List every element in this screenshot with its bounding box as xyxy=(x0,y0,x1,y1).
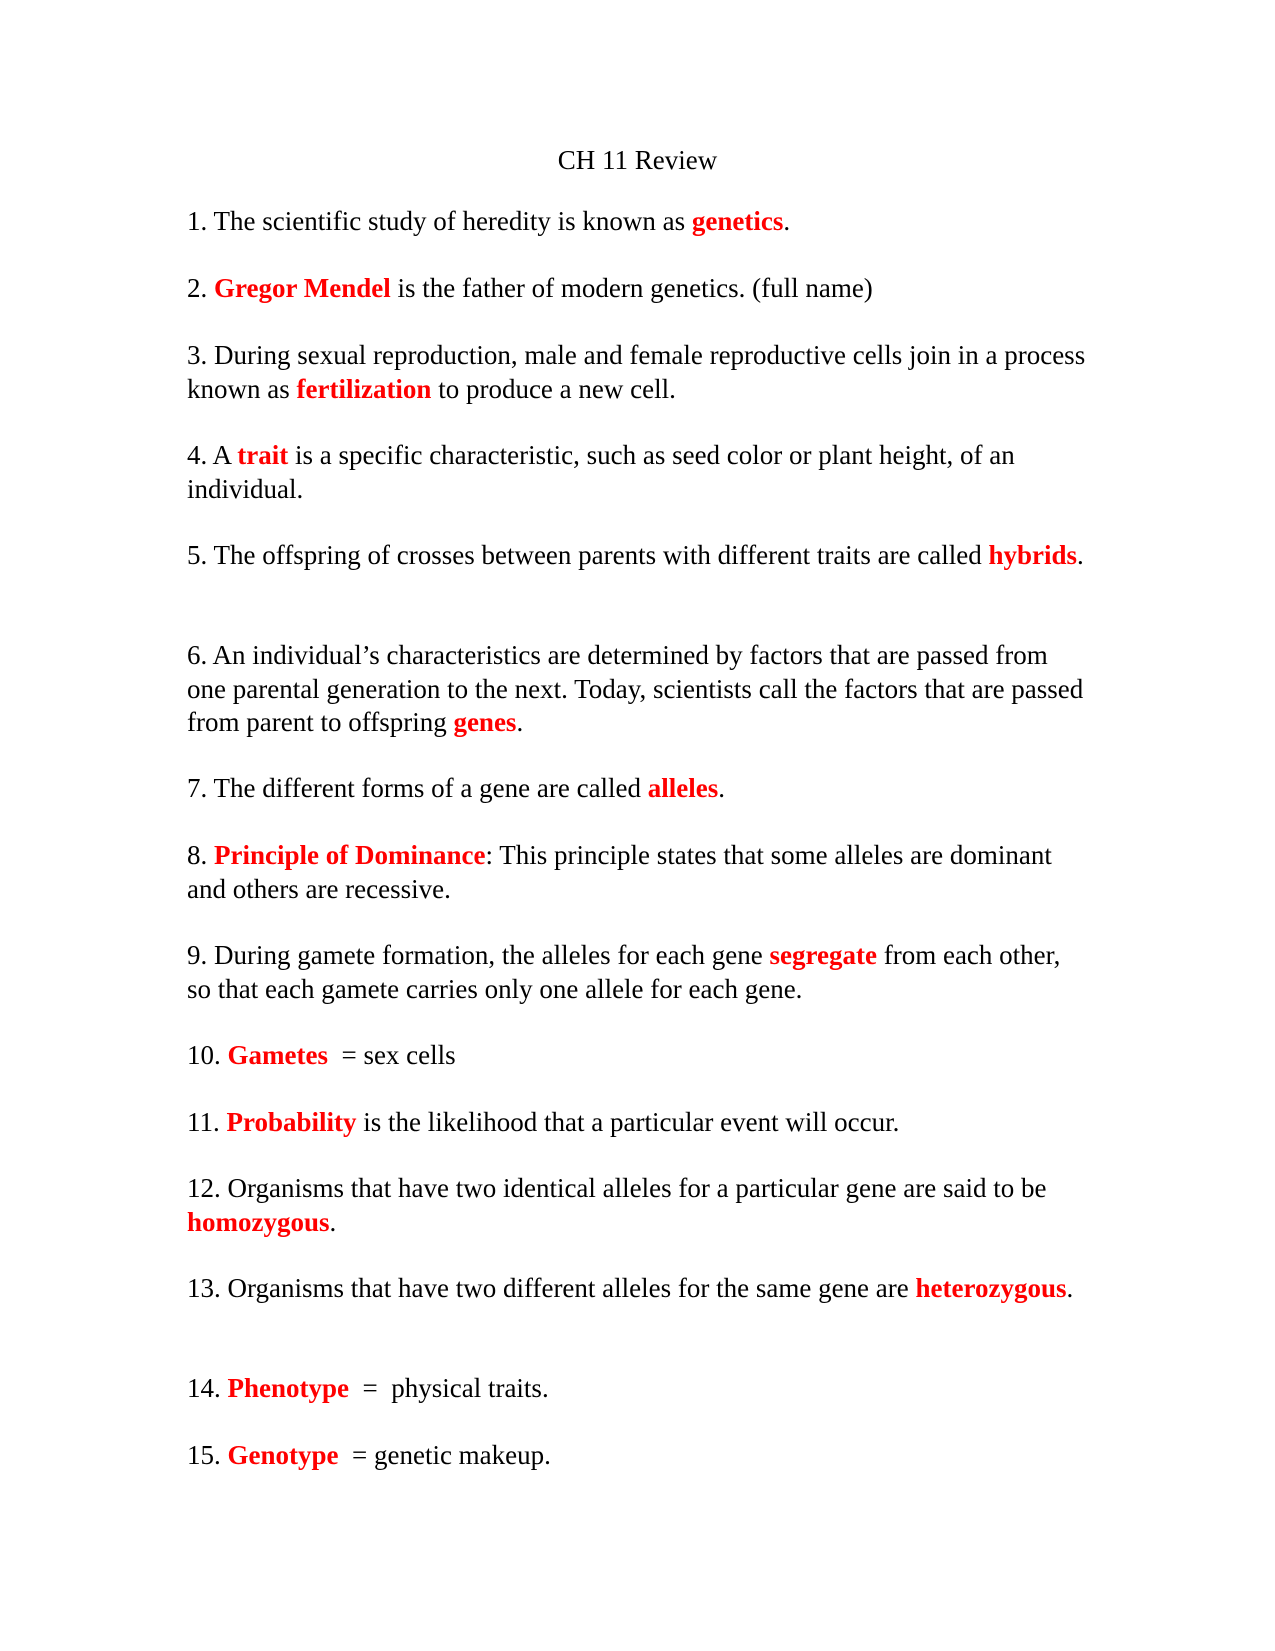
answer-text: Principle of Dominance xyxy=(214,840,486,870)
question-11 xyxy=(187,1106,1087,1140)
question-text-end: . xyxy=(516,707,524,737)
answer-text: Phenotype xyxy=(227,1373,349,1403)
question-6 xyxy=(187,639,1087,740)
question-text-end: = sex cells xyxy=(327,1040,456,1070)
answer-text: genetics xyxy=(691,206,784,236)
question-1 xyxy=(187,205,1087,239)
answer-text: genes xyxy=(453,707,517,737)
answer-text: Gregor Mendel xyxy=(214,273,391,303)
question-5 xyxy=(187,539,1087,573)
question-text-end: is the father of modern genetics. (full name) xyxy=(390,273,873,303)
answer-text: homozygous xyxy=(187,1206,330,1237)
question-text: 6. An individual’s characteristics are determined by factors that are passed from one parental generation to the next. Today, scientists call the factors that are passed from parent to offspring xyxy=(187,640,1084,737)
question-text: 12. Organisms that have two identical alleles for a particular gene are said to be xyxy=(187,1173,1047,1203)
question-text: 1. The scientific study of heredity is known as xyxy=(187,206,692,236)
question-9 xyxy=(187,939,1087,1006)
question-13 xyxy=(187,1272,1087,1306)
question-text-end: . xyxy=(1066,1273,1074,1303)
question-3 xyxy=(187,339,1087,406)
question-text-end: : This principle states that some alleles are dominant and others are recessive. xyxy=(187,840,1052,904)
question-text: 13. Organisms that have two different alleles for the same gene are xyxy=(187,1273,916,1303)
question-14 xyxy=(187,1372,1087,1406)
question-text: 4. A xyxy=(187,440,238,470)
question-8 xyxy=(187,839,1087,906)
answer-text: alleles xyxy=(647,773,719,803)
question-text: 3. During sexual reproduction, male and female reproductive cells join in a process known as xyxy=(187,340,1086,404)
answer-text: hybrids xyxy=(988,540,1078,570)
answer-text: segregate xyxy=(769,940,877,970)
question-15 xyxy=(187,1439,1087,1473)
question-text-end: . xyxy=(718,773,726,803)
answer-text: Genotype xyxy=(227,1440,339,1470)
question-text: 7. The different forms of a gene are called xyxy=(187,773,648,803)
page-title: CH 11 Review xyxy=(557,145,718,175)
question-12 xyxy=(187,1172,1087,1239)
question-2 xyxy=(187,272,1087,306)
answer-text: Probability xyxy=(226,1107,357,1137)
question-4 xyxy=(187,439,1087,506)
question-text: 10. xyxy=(187,1040,228,1070)
question-text: 14. xyxy=(187,1373,228,1403)
question-text-end: is the likelihood that a particular event will occur. xyxy=(356,1107,900,1137)
question-text: 9. During gamete formation, the alleles for each gene xyxy=(187,940,770,970)
question-text: 11. xyxy=(187,1107,227,1137)
answer-text: trait xyxy=(237,440,289,470)
question-text-end: from each other, so that each gamete carries only one allele for each gene. xyxy=(187,940,1061,1004)
answer-text: heterozygous xyxy=(915,1273,1067,1303)
question-text-end: . xyxy=(783,206,791,236)
question-text: 5. The offspring of crosses between parents with different traits are called xyxy=(187,540,989,570)
question-text-end: is a specific characteristic, such as seed color or plant height, of an individual. xyxy=(187,440,1015,504)
question-text: 2. xyxy=(187,273,214,303)
question-text-end: . xyxy=(329,1206,337,1237)
answer-text: fertilization xyxy=(296,373,432,404)
question-10 xyxy=(187,1039,1087,1073)
question-text-end: = physical traits. xyxy=(349,1373,549,1403)
question-text-end: . xyxy=(1077,540,1084,570)
question-text: 8. xyxy=(187,840,214,870)
question-text-end: = genetic makeup. xyxy=(338,1440,551,1470)
question-text-end: to produce a new cell. xyxy=(431,373,676,404)
question-text: 15. xyxy=(187,1440,228,1470)
question-7 xyxy=(187,772,1087,806)
answer-text: Gametes xyxy=(227,1040,328,1070)
